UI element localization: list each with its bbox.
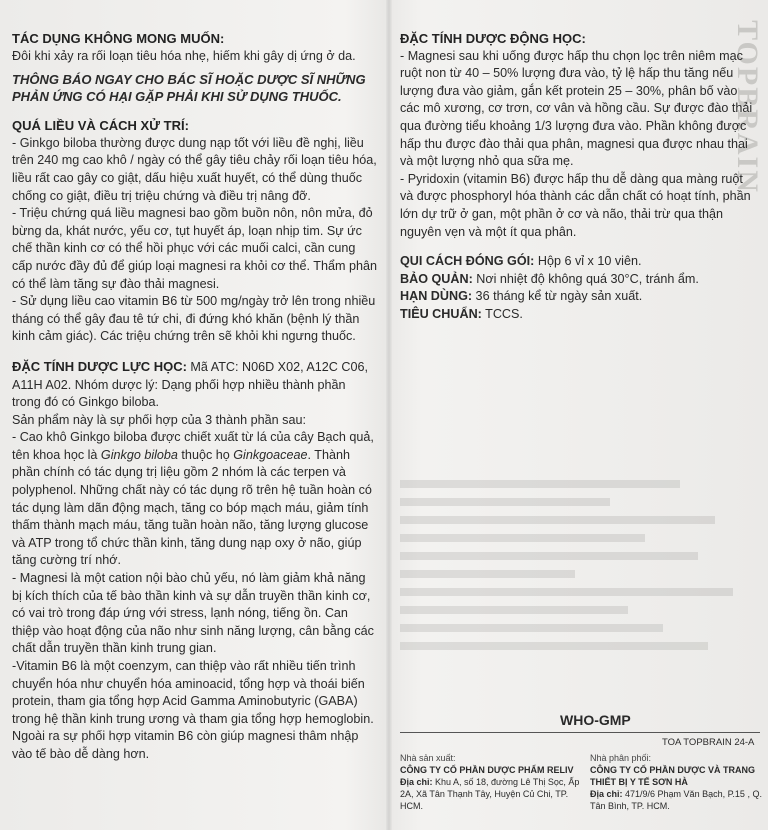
ginkgo-scientific-name: Ginkgo biloba	[100, 447, 178, 462]
pharmacokinetics-magnesium: - Magnesi sau khi uống được hấp thu chọn lọc trên niêm mạc ruột non từ 40 – 50% lượng đưa vào, tỷ lệ hấp thu tăng nếu lượng đưa vào giảm, gắn kết protein 25 – 30%, phân bố vào các mô xương, cơ trơn, cơ vân và hồng cầu. Sự được đào thải qua đường tiểu khoảng 1/3 lượng đưa vào. Phần không được hấp thu được đào thải qua phân, magnesi qua được nhau thai và một lượng nhỏ qua sữa mẹ.	[400, 48, 753, 169]
pharmacokinetics-heading: ĐẶC TÍNH DƯỢC ĐỘNG HỌC:	[400, 31, 586, 46]
manufacturer-block	[400, 752, 582, 812]
components-intro: Sản phẩm này là sự phối hợp của 3 thành phần sau:	[12, 412, 306, 427]
ginkgo-text-1: - Cao khô Ginkgo biloba được chiết xuất từ lá của cây Bạch quả, tên khoa học là	[12, 430, 374, 462]
divider-line	[400, 732, 760, 733]
manufacturer-address	[400, 776, 582, 812]
vitamin-b6-description: -Vitamin B6 là một coenzym, can thiệp vào rất nhiều tiến trình chuyển hóa như chuyển hóa aminoacid, tổng hợp và thoái biến protein, tham gia tổng hợp Acid Gamma Aminobutyric (GABA) trong hệ thần kinh trung ương và tham gia tổng hợp hemoglobin. Ngoài ra sự phối hợp vitamin B6 còn giúp magnesi thâm nhập vào tế bào dễ dàng hơn.	[12, 659, 374, 761]
brand-text: TOPBRAIN	[730, 20, 764, 194]
leaflet-code: TOA TOPBRAIN 24-A	[662, 737, 755, 748]
distributor-address-value: 471/9/6 Phạm Văn Bạch, P.15 , Q. Tân Bình, TP. HCM.	[590, 789, 762, 811]
distributor-address-label: Địa chỉ:	[590, 789, 623, 799]
left-column	[12, 30, 377, 764]
ginkgo-description	[12, 429, 377, 570]
overdose-ginkgo: - Ginkgo biloba thường được dung nạp tốt với liều đề nghị, liều trên 240 mg cao khô / ngày có thể gây tiêu chảy rối loạn tiêu hóa, liều rất cao gây co giật, dấu hiệu xuất huyết, có thể dùng thuốc chống co giật, điều trị triệu chứng và điều trị nâng đỡ.	[12, 135, 377, 203]
side-effects-heading: TÁC DỤNG KHÔNG MONG MUỐN:	[12, 31, 225, 46]
distributor-name: CÔNG TY CỔ PHẦN DƯỢC VÀ TRANG THIẾT BỊ Y TẾ SƠN HÀ	[590, 765, 755, 787]
manufacturer-name: CÔNG TY CỔ PHẦN DƯỢC PHẨM RELIV	[400, 765, 574, 775]
distributor-block	[590, 752, 762, 812]
storage-label: BẢO QUẢN:	[400, 271, 473, 286]
atc-code-text: Mã ATC: N06D X02, A12C C06, A11H A02. Nhóm dược lý: Dạng phối hợp nhiều thành phần trong đó có Ginkgo biloba.	[12, 359, 368, 410]
distributor-label: Nhà phân phối:	[590, 753, 652, 763]
ginkgo-family-name: Ginkgoaceae	[233, 447, 308, 462]
manufacturer-address-label: Địa chỉ:	[400, 777, 433, 787]
storage-line	[400, 271, 758, 289]
overdose-b6: - Sử dụng liều cao vitamin B6 từ 500 mg/ngày trở lên trong nhiều tháng có thể gây đau tê tứ chi, đi đứng khó khăn (bệnh lý thần kinh cảm giác). Các triệu chứng trên sẽ khỏi khi ngưng thuốc.	[12, 294, 376, 344]
manufacturer-label: Nhà sản xuất:	[400, 753, 456, 763]
storage-value: Nơi nhiệt độ không quá 30°C, tránh ẩm.	[472, 271, 699, 286]
magnesium-description: - Magnesi là một cation nội bào chủ yếu, nó làm giảm khả năng bị kích thích của tế bào thần kinh và sự dẫn truyền thần kinh cơ, có vai trò trong đáp ứng với stress, lạnh nóng, tiếng ồn. Can thiệp vào hoạt động của não như sinh năng lượng, cân bằng các chất dẫn truyền thần kinh trung gian.	[12, 571, 374, 656]
expiry-value: 36 tháng kể từ ngày sản xuất.	[472, 289, 643, 304]
right-column	[400, 30, 758, 324]
ginkgo-text-2: thuộc họ	[177, 447, 234, 462]
overdose-heading: QUÁ LIỀU VÀ CÁCH XỬ TRÍ:	[12, 118, 189, 134]
overdose-magnesium: - Triệu chứng quá liều magnesi bao gồm buồn nôn, nôn mửa, đỏ bừng da, khát nước, yếu cơ, tụt huyết áp, loạn nhịp tim. Sự ức chế thần kinh cơ có thể hồi phục với các muối calci, cần cung cấp nước đầy đủ để giúp loại magnesi ra khỏi cơ thể. Thẩm phân có thể làm tăng sự đào thải magnesi.	[12, 206, 377, 291]
packaging-value: Hộp 6 vỉ x 10 viên.	[534, 254, 642, 269]
manufacturer-address-value: Khu A, số 18, đường Lê Thị Sọc, Ấp 2A, Xã Tân Thạnh Tây, Huyện Củ Chi, TP. HCM.	[400, 777, 580, 811]
pharmacokinetics-b6: - Pyridoxin (vitamin B6) được hấp thu dễ dàng qua màng ruột và được phosphoryl hóa thành các dẫn chất có hoạt tính, phần lớn dự trữ ở gan, một phần ở cơ và não, thải trừ qua thận nguyên vẹn và một ít qua phân.	[400, 171, 751, 239]
standard-label: TIÊU CHUẨN:	[400, 306, 482, 321]
packaging-label: QUI CÁCH ĐÓNG GÓI:	[400, 254, 535, 269]
paper-fold	[386, 0, 392, 830]
packaging-line	[400, 253, 758, 271]
side-effects-text: Đôi khi xảy ra rối loạn tiêu hóa nhẹ, hiếm khi gây dị ứng ở da.	[12, 48, 356, 63]
expiry-label: HẠN DÙNG:	[400, 289, 473, 304]
distributor-address	[590, 788, 762, 812]
bleed-through-text	[400, 470, 750, 720]
pharmacodynamics-heading: ĐẶC TÍNH DƯỢC LỰC HỌC:	[12, 358, 187, 374]
who-gmp-label: WHO-GMP	[560, 712, 631, 728]
standard-line	[400, 306, 758, 324]
ginkgo-text-3: . Thành phần chính có tác dụng trị liệu gồm 2 nhóm là các terpen và polyphenol. Những chất này có tác dụng rõ trên hệ tuần hoàn có tác dụng làm dãn động mạch, tăng co bóp mạch máu, giảm tính thấm thành mạch máu, tăng tuần hoàn não, tăng lượng glucose và ATP trong tổ chức thần kinh, tăng dung nạp oxy ở não, giúp tăng cường trí nhớ.	[12, 447, 372, 568]
standard-value: TCCS.	[481, 306, 523, 321]
expiry-line	[400, 288, 758, 306]
pharmacodynamics-paragraph	[12, 358, 377, 412]
warning-notice: THÔNG BÁO NGAY CHO BÁC SĨ HOẶC DƯỢC SĨ NHỮNG PHẢN ỨNG CÓ HẠI GẶP PHẢI KHI SỬ DỤNG THUỐC.	[12, 72, 366, 105]
